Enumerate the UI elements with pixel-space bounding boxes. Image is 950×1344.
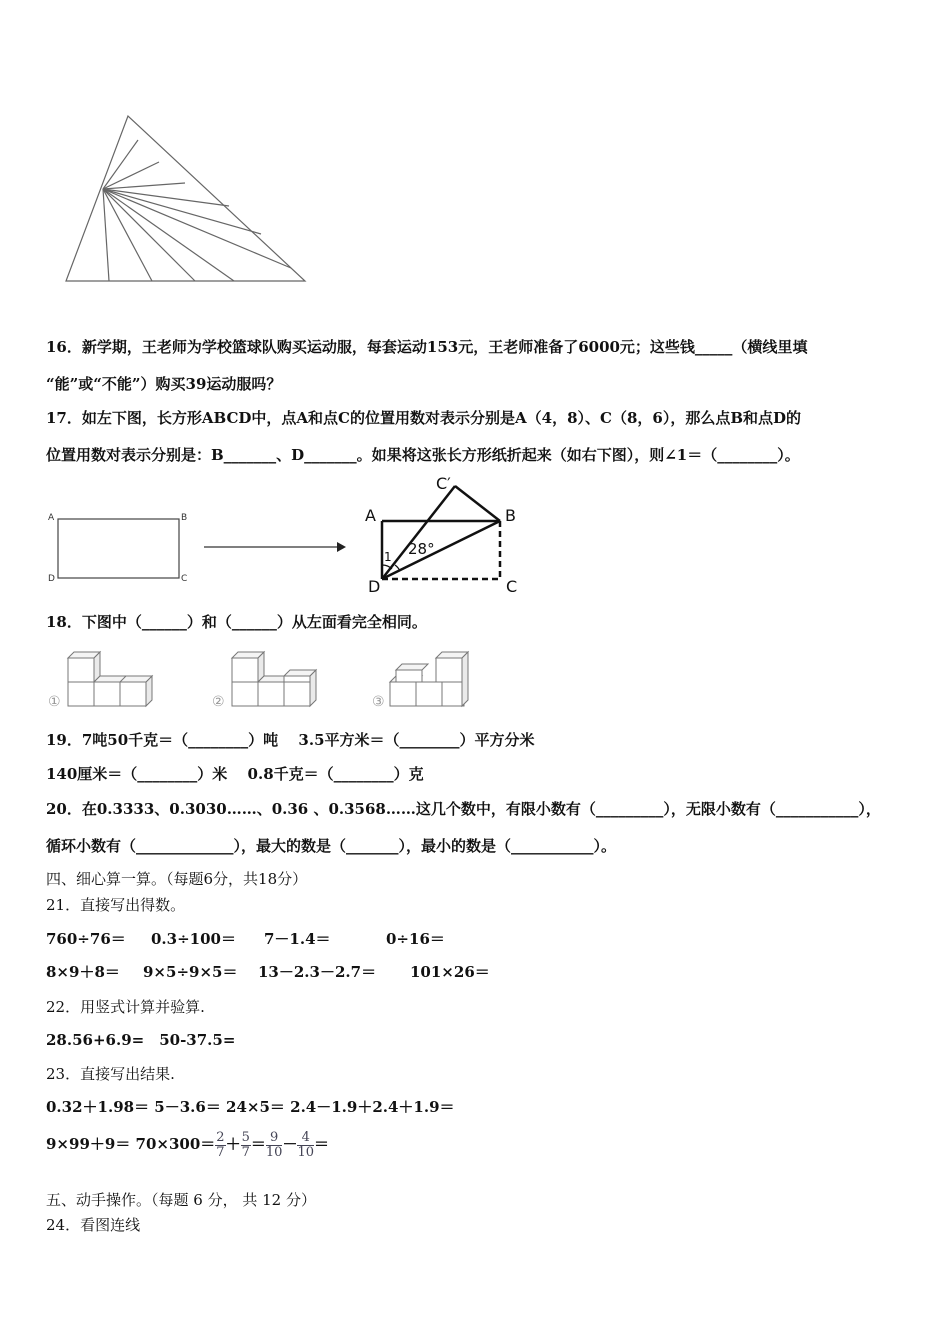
- q23-row2: [46, 1126, 329, 1162]
- q21-r2-c2: 9×5÷9×5＝: [143, 963, 238, 981]
- q21-r2-c1: 8×9＋8＝: [46, 963, 120, 981]
- frac3-num: 9: [266, 1131, 283, 1146]
- rect-label-c: C: [181, 574, 188, 584]
- cube-figure-1: [48, 652, 152, 710]
- rect-label-b: B: [181, 513, 188, 523]
- rect-label-a: A: [48, 513, 55, 523]
- q24-title: 24．看图连线: [46, 1216, 141, 1234]
- q23-title: 23．直接写出结果.: [46, 1065, 175, 1083]
- equals-sign-2: ＝: [314, 1135, 330, 1153]
- equals-sign: ＝: [250, 1135, 266, 1153]
- fold-label-c-prime: C′: [436, 474, 451, 493]
- folded-rectangle-figure: [0, 470, 950, 600]
- fold-label-d: D: [368, 577, 381, 596]
- q23-row2-prefix: 9×99＋9＝ 70×300＝: [46, 1135, 216, 1153]
- q19-line1: 19．7吨50千克＝（________）吨 3.5平方米＝（________）平方分米: [46, 731, 535, 749]
- fraction-4-10: [297, 1131, 314, 1160]
- frac2-den: 7: [241, 1144, 250, 1160]
- q22-title: 22．用竖式计算并验算.: [46, 998, 205, 1016]
- cube-label-1: ①: [48, 694, 61, 710]
- q23-row1: 0.32＋1.98＝ 5－3.6＝ 24×5＝ 2.4－1.9＋2.4＋1.9＝: [46, 1098, 455, 1116]
- q19-line2: 140厘米＝（________）米 0.8千克＝（________）克: [46, 765, 424, 783]
- fraction-9-10: [266, 1131, 283, 1160]
- q21-r2-c4: 101×26＝: [410, 963, 490, 981]
- fraction-5-7: [241, 1131, 251, 1160]
- q18-line1: 18．下图中（______）和（______）从左面看完全相同。: [46, 613, 427, 631]
- section4-heading: 四、细心算一算。（每题6分，共18分）: [46, 870, 308, 888]
- cube-figures: [0, 640, 950, 720]
- minus-sign: －: [282, 1135, 298, 1153]
- q21-r2-c3: 13－2.3－2.7＝: [258, 963, 377, 981]
- q21-r1-c3: 7－1.4＝: [264, 930, 331, 948]
- q20-line1: 20．在0.3333、0.3030……、0.36 、0.3568……这几个数中，有限小数有（_________），无限小数有（___________），: [46, 800, 881, 818]
- fold-label-angle-1: 1: [384, 550, 392, 564]
- q21-r1-c1: 760÷76＝: [46, 930, 126, 948]
- fraction-2-7: [215, 1131, 225, 1160]
- fold-label-a: A: [365, 506, 376, 525]
- frac2-num: 5: [241, 1129, 250, 1145]
- plus-sign: ＋: [225, 1135, 241, 1153]
- q21-r1-c2: 0.3÷100＝: [151, 930, 236, 948]
- cube-label-2: ②: [212, 694, 225, 710]
- cube-figure-3: [372, 652, 468, 710]
- fold-label-b: B: [505, 506, 516, 525]
- frac4-num: 4: [297, 1131, 314, 1146]
- rect-label-d: D: [48, 574, 55, 584]
- q17-line1: 17．如左下图，长方形ABCD中，点A和点C的位置用数对表示分别是A（4，8）、C（8，6），那么点B和点D的: [46, 409, 802, 427]
- q20-line2: 循环小数有（_____________），最大的数是（_______），最小的数是（___________）。: [46, 837, 617, 855]
- frac1-num: 2: [216, 1129, 225, 1145]
- cube-figure-2: [212, 652, 316, 710]
- q17-line2: 位置用数对表示分别是：B_______、D_______。如果将这张长方形纸折起来（如右下图），则∠1＝（________）。: [46, 446, 800, 464]
- q16-line1: 16．新学期，王老师为学校篮球队购买运动服，每套运动153元，王老师准备了6000元；这些钱_____（横线里填: [46, 338, 808, 356]
- frac1-den: 7: [216, 1144, 225, 1160]
- cube-label-3: ③: [372, 694, 385, 710]
- q21-title: 21．直接写出得数。: [46, 896, 186, 914]
- q16-line2: “能”或“不能”）购买39运动服吗？: [46, 375, 282, 393]
- q22-row: 28.56+6.9= 50-37.5=: [46, 1031, 236, 1049]
- q21-r1-c4: 0÷16＝: [386, 930, 445, 948]
- fan-triangle-figure: [0, 0, 950, 300]
- section5-heading: 五、动手操作。（每题 6 分， 共 12 分）: [46, 1191, 316, 1209]
- fold-label-c: C: [506, 577, 518, 596]
- frac3-den: 10: [265, 1144, 283, 1160]
- frac4-den: 10: [297, 1144, 314, 1160]
- fold-label-28deg: 28°: [408, 540, 435, 558]
